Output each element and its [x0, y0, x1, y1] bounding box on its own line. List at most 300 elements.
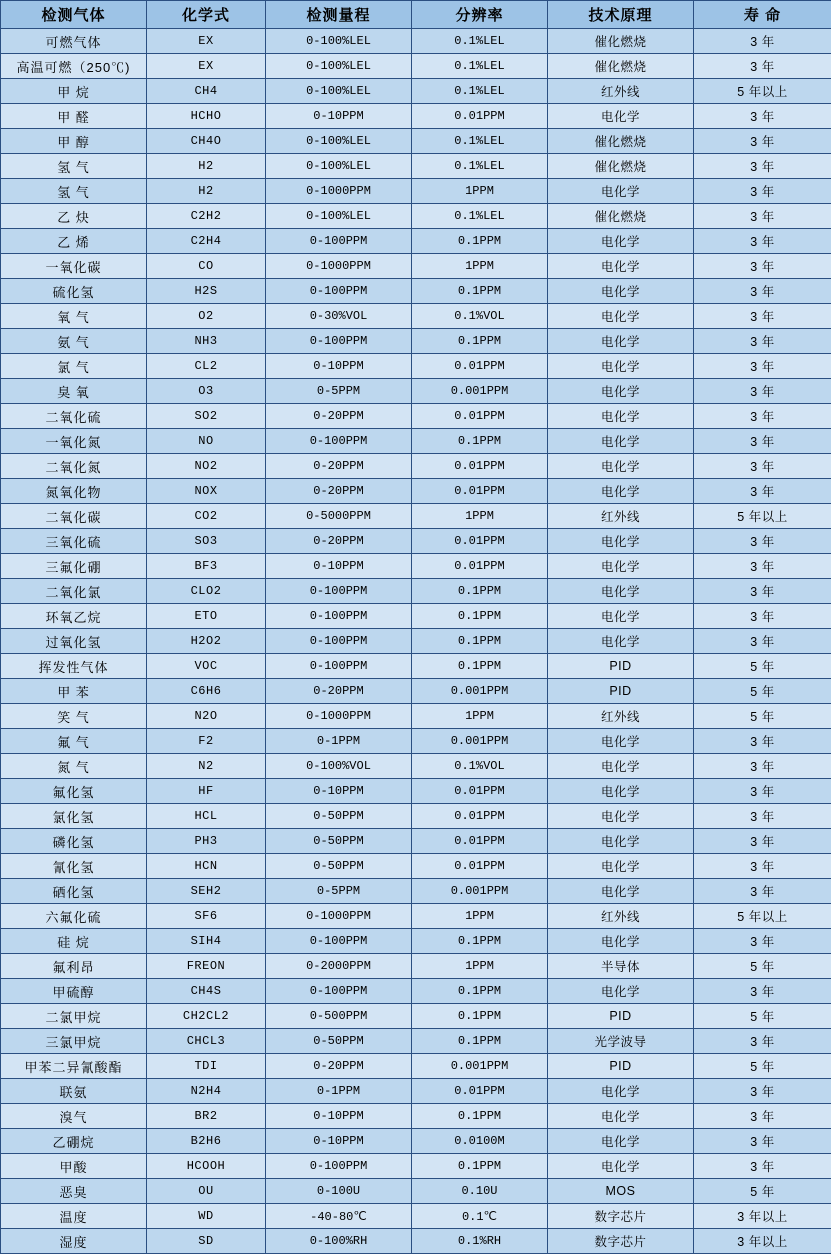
cell-lifetime: 3 年 [694, 254, 831, 279]
cell-resolution: 0.1%LEL [412, 29, 548, 54]
cell-detection-range: 0-100PPM [266, 229, 412, 254]
cell-technology: PID [548, 1004, 694, 1029]
table-row [1, 554, 831, 579]
cell-resolution: 0.1PPM [412, 929, 548, 954]
cell-lifetime: 3 年 [694, 179, 831, 204]
table-row [1, 1079, 831, 1104]
cell-gas-name: 一氧化氮 [1, 429, 147, 454]
cell-gas-name: 氟 气 [1, 729, 147, 754]
cell-resolution: 0.01PPM [412, 454, 548, 479]
cell-gas-name: 一氧化碳 [1, 254, 147, 279]
cell-resolution: 1PPM [412, 954, 548, 979]
cell-lifetime: 3 年 [694, 629, 831, 654]
table-row [1, 154, 831, 179]
cell-technology: 催化燃烧 [548, 54, 694, 79]
table-row [1, 579, 831, 604]
table-row [1, 854, 831, 879]
cell-detection-range: 0-100%LEL [266, 204, 412, 229]
cell-technology: 电化学 [548, 1154, 694, 1179]
cell-technology: 电化学 [548, 879, 694, 904]
cell-lifetime: 5 年 [694, 1179, 831, 1204]
cell-detection-range: 0-100PPM [266, 654, 412, 679]
cell-lifetime: 5 年以上 [694, 79, 831, 104]
table-row [1, 429, 831, 454]
cell-lifetime: 5 年 [694, 1004, 831, 1029]
cell-gas-name: 笑 气 [1, 704, 147, 729]
column-header-technology: 技术原理 [548, 1, 694, 29]
table-row [1, 1029, 831, 1054]
cell-lifetime: 3 年 [694, 1029, 831, 1054]
cell-detection-range: 0-10PPM [266, 1129, 412, 1154]
cell-technology: 红外线 [548, 704, 694, 729]
cell-chemical-formula: HCL [147, 804, 266, 829]
cell-technology: 电化学 [548, 629, 694, 654]
cell-detection-range: 0-1000PPM [266, 704, 412, 729]
cell-resolution: 0.1%LEL [412, 154, 548, 179]
cell-resolution: 1PPM [412, 504, 548, 529]
cell-gas-name: 氮氧化物 [1, 479, 147, 504]
table-row [1, 329, 831, 354]
cell-detection-range: 0-100%RH [266, 1229, 412, 1254]
cell-lifetime: 3 年 [694, 29, 831, 54]
table-row [1, 729, 831, 754]
cell-gas-name: 三氧化硫 [1, 529, 147, 554]
cell-lifetime: 3 年 [694, 754, 831, 779]
cell-gas-name: 乙 烯 [1, 229, 147, 254]
column-header-gas-name: 检测气体 [1, 1, 147, 29]
cell-lifetime: 3 年 [694, 329, 831, 354]
cell-chemical-formula: C2H4 [147, 229, 266, 254]
cell-lifetime: 3 年 [694, 979, 831, 1004]
cell-gas-name: 挥发性气体 [1, 654, 147, 679]
cell-lifetime: 3 年以上 [694, 1229, 831, 1254]
cell-lifetime: 5 年 [694, 679, 831, 704]
table-row [1, 79, 831, 104]
cell-resolution: 0.01PPM [412, 479, 548, 504]
cell-detection-range: 0-5PPM [266, 879, 412, 904]
cell-chemical-formula: H2O2 [147, 629, 266, 654]
cell-lifetime: 3 年以上 [694, 1204, 831, 1229]
cell-gas-name: 甲硫醇 [1, 979, 147, 1004]
cell-technology: 催化燃烧 [548, 204, 694, 229]
cell-resolution: 0.1PPM [412, 979, 548, 1004]
cell-resolution: 0.1PPM [412, 329, 548, 354]
cell-gas-name: 高温可燃（250℃) [1, 54, 147, 79]
table-row [1, 754, 831, 779]
cell-chemical-formula: WD [147, 1204, 266, 1229]
cell-chemical-formula: HCOOH [147, 1154, 266, 1179]
cell-chemical-formula: ETO [147, 604, 266, 629]
cell-lifetime: 5 年以上 [694, 504, 831, 529]
table-row [1, 1104, 831, 1129]
cell-resolution: 0.01PPM [412, 529, 548, 554]
cell-technology: 电化学 [548, 779, 694, 804]
cell-gas-name: 磷化氢 [1, 829, 147, 854]
cell-chemical-formula: F2 [147, 729, 266, 754]
cell-resolution: 0.10U [412, 1179, 548, 1204]
table-row [1, 129, 831, 154]
cell-technology: PID [548, 1054, 694, 1079]
cell-lifetime: 3 年 [694, 379, 831, 404]
cell-detection-range: 0-50PPM [266, 854, 412, 879]
cell-resolution: 1PPM [412, 254, 548, 279]
table-row [1, 629, 831, 654]
cell-technology: 电化学 [548, 854, 694, 879]
cell-lifetime: 5 年 [694, 704, 831, 729]
cell-chemical-formula: HF [147, 779, 266, 804]
cell-gas-name: 氟化氢 [1, 779, 147, 804]
cell-gas-name: 甲 醇 [1, 129, 147, 154]
cell-technology: 电化学 [548, 479, 694, 504]
cell-lifetime: 5 年 [694, 654, 831, 679]
cell-gas-name: 湿度 [1, 1229, 147, 1254]
cell-technology: 电化学 [548, 1104, 694, 1129]
cell-technology: 电化学 [548, 104, 694, 129]
cell-lifetime: 3 年 [694, 154, 831, 179]
cell-gas-name: 氮 气 [1, 754, 147, 779]
cell-resolution: 0.01PPM [412, 854, 548, 879]
cell-detection-range: 0-1PPM [266, 729, 412, 754]
cell-technology: MOS [548, 1179, 694, 1204]
cell-chemical-formula: C6H6 [147, 679, 266, 704]
cell-resolution: 1PPM [412, 904, 548, 929]
cell-lifetime: 5 年 [694, 1054, 831, 1079]
cell-technology: 电化学 [548, 329, 694, 354]
cell-lifetime: 3 年 [694, 604, 831, 629]
table-row [1, 479, 831, 504]
cell-technology: 半导体 [548, 954, 694, 979]
column-header-resolution: 分辨率 [412, 1, 548, 29]
cell-resolution: 0.01PPM [412, 554, 548, 579]
cell-resolution: 0.1PPM [412, 579, 548, 604]
cell-detection-range: 0-10PPM [266, 1104, 412, 1129]
table-row [1, 654, 831, 679]
cell-resolution: 0.01PPM [412, 104, 548, 129]
table-header [1, 1, 831, 29]
cell-lifetime: 5 年 [694, 954, 831, 979]
cell-technology: 电化学 [548, 279, 694, 304]
table-row [1, 279, 831, 304]
cell-chemical-formula: SIH4 [147, 929, 266, 954]
cell-gas-name: 二氧化氮 [1, 454, 147, 479]
cell-technology: 光学波导 [548, 1029, 694, 1054]
column-header-lifetime: 寿 命 [694, 1, 831, 29]
cell-detection-range: 0-500PPM [266, 1004, 412, 1029]
cell-chemical-formula: CH4 [147, 79, 266, 104]
cell-lifetime: 3 年 [694, 854, 831, 879]
cell-lifetime: 3 年 [694, 804, 831, 829]
cell-resolution: 0.001PPM [412, 879, 548, 904]
cell-detection-range: 0-20PPM [266, 529, 412, 554]
cell-technology: 催化燃烧 [548, 154, 694, 179]
cell-detection-range: -40-80℃ [266, 1204, 412, 1229]
cell-chemical-formula: C2H2 [147, 204, 266, 229]
table-row [1, 1004, 831, 1029]
cell-chemical-formula: TDI [147, 1054, 266, 1079]
cell-detection-range: 0-20PPM [266, 1054, 412, 1079]
cell-resolution: 0.1PPM [412, 1104, 548, 1129]
cell-chemical-formula: N2H4 [147, 1079, 266, 1104]
cell-gas-name: 二氧化氯 [1, 579, 147, 604]
table-row [1, 704, 831, 729]
cell-lifetime: 5 年以上 [694, 904, 831, 929]
cell-detection-range: 0-100PPM [266, 1154, 412, 1179]
cell-detection-range: 0-10PPM [266, 554, 412, 579]
cell-detection-range: 0-50PPM [266, 804, 412, 829]
cell-technology: 电化学 [548, 454, 694, 479]
cell-resolution: 0.1PPM [412, 429, 548, 454]
cell-resolution: 0.1PPM [412, 629, 548, 654]
cell-chemical-formula: CO2 [147, 504, 266, 529]
table-row [1, 679, 831, 704]
cell-resolution: 0.01PPM [412, 829, 548, 854]
table-header-row [1, 1, 831, 29]
cell-resolution: 0.1℃ [412, 1204, 548, 1229]
table-row [1, 954, 831, 979]
cell-detection-range: 0-100%LEL [266, 129, 412, 154]
cell-resolution: 0.1PPM [412, 1029, 548, 1054]
cell-chemical-formula: CHCL3 [147, 1029, 266, 1054]
table-row [1, 1204, 831, 1229]
cell-technology: 红外线 [548, 504, 694, 529]
cell-chemical-formula: O3 [147, 379, 266, 404]
cell-detection-range: 0-100U [266, 1179, 412, 1204]
cell-lifetime: 3 年 [694, 229, 831, 254]
cell-chemical-formula: NO [147, 429, 266, 454]
column-header-detection-range: 检测量程 [266, 1, 412, 29]
cell-resolution: 0.1%RH [412, 1229, 548, 1254]
cell-detection-range: 0-100%LEL [266, 79, 412, 104]
table-row [1, 179, 831, 204]
cell-resolution: 0.1PPM [412, 654, 548, 679]
cell-chemical-formula: SO3 [147, 529, 266, 554]
table-row [1, 1229, 831, 1254]
table-row [1, 229, 831, 254]
table-row [1, 29, 831, 54]
cell-lifetime: 3 年 [694, 204, 831, 229]
cell-detection-range: 0-30%VOL [266, 304, 412, 329]
cell-chemical-formula: B2H6 [147, 1129, 266, 1154]
cell-technology: 电化学 [548, 1129, 694, 1154]
table-row [1, 354, 831, 379]
cell-chemical-formula: NH3 [147, 329, 266, 354]
cell-gas-name: 氢 气 [1, 154, 147, 179]
cell-gas-name: 硫化氢 [1, 279, 147, 304]
table-row [1, 829, 831, 854]
cell-detection-range: 0-20PPM [266, 404, 412, 429]
cell-resolution: 0.1PPM [412, 1154, 548, 1179]
cell-gas-name: 环氧乙烷 [1, 604, 147, 629]
cell-gas-name: 乙 炔 [1, 204, 147, 229]
cell-chemical-formula: BR2 [147, 1104, 266, 1129]
cell-technology: 电化学 [548, 729, 694, 754]
cell-detection-range: 0-100PPM [266, 579, 412, 604]
cell-chemical-formula: N2O [147, 704, 266, 729]
table-row [1, 104, 831, 129]
cell-technology: PID [548, 679, 694, 704]
cell-technology: 数字芯片 [548, 1229, 694, 1254]
table-row [1, 304, 831, 329]
table-row [1, 804, 831, 829]
cell-resolution: 0.001PPM [412, 379, 548, 404]
cell-resolution: 0.01PPM [412, 354, 548, 379]
cell-technology: 电化学 [548, 804, 694, 829]
cell-resolution: 0.1%LEL [412, 79, 548, 104]
cell-chemical-formula: CH4O [147, 129, 266, 154]
cell-technology: 催化燃烧 [548, 29, 694, 54]
cell-lifetime: 3 年 [694, 779, 831, 804]
cell-lifetime: 3 年 [694, 1129, 831, 1154]
cell-chemical-formula: SO2 [147, 404, 266, 429]
cell-technology: 催化燃烧 [548, 129, 694, 154]
cell-lifetime: 3 年 [694, 404, 831, 429]
cell-lifetime: 3 年 [694, 429, 831, 454]
cell-technology: 电化学 [548, 604, 694, 629]
cell-technology: 电化学 [548, 304, 694, 329]
cell-chemical-formula: H2 [147, 179, 266, 204]
cell-chemical-formula: CO [147, 254, 266, 279]
cell-gas-name: 氯 气 [1, 354, 147, 379]
table-row [1, 454, 831, 479]
cell-detection-range: 0-20PPM [266, 454, 412, 479]
cell-chemical-formula: CL2 [147, 354, 266, 379]
cell-resolution: 0.1PPM [412, 279, 548, 304]
cell-technology: 电化学 [548, 404, 694, 429]
cell-detection-range: 0-20PPM [266, 479, 412, 504]
cell-resolution: 0.1%LEL [412, 129, 548, 154]
cell-chemical-formula: FREON [147, 954, 266, 979]
cell-lifetime: 3 年 [694, 879, 831, 904]
cell-chemical-formula: SD [147, 1229, 266, 1254]
table-row [1, 979, 831, 1004]
cell-gas-name: 臭 氧 [1, 379, 147, 404]
cell-resolution: 0.1PPM [412, 229, 548, 254]
cell-lifetime: 3 年 [694, 104, 831, 129]
cell-detection-range: 0-10PPM [266, 354, 412, 379]
cell-lifetime: 3 年 [694, 1104, 831, 1129]
cell-technology: 电化学 [548, 529, 694, 554]
cell-detection-range: 0-100%VOL [266, 754, 412, 779]
cell-lifetime: 3 年 [694, 279, 831, 304]
cell-detection-range: 0-100PPM [266, 629, 412, 654]
cell-technology: 电化学 [548, 579, 694, 604]
table-row [1, 904, 831, 929]
table-row [1, 1129, 831, 1154]
cell-resolution: 0.1PPM [412, 1004, 548, 1029]
cell-gas-name: 联氨 [1, 1079, 147, 1104]
cell-detection-range: 0-1PPM [266, 1079, 412, 1104]
cell-chemical-formula: CH2CL2 [147, 1004, 266, 1029]
cell-gas-name: 甲酸 [1, 1154, 147, 1179]
cell-lifetime: 3 年 [694, 929, 831, 954]
cell-detection-range: 0-100PPM [266, 429, 412, 454]
cell-technology: PID [548, 654, 694, 679]
cell-chemical-formula: NO2 [147, 454, 266, 479]
cell-detection-range: 0-1000PPM [266, 179, 412, 204]
cell-gas-name: 可燃气体 [1, 29, 147, 54]
cell-technology: 电化学 [548, 179, 694, 204]
cell-detection-range: 0-100%LEL [266, 154, 412, 179]
cell-technology: 电化学 [548, 229, 694, 254]
table-row [1, 779, 831, 804]
cell-gas-name: 硒化氢 [1, 879, 147, 904]
cell-technology: 红外线 [548, 79, 694, 104]
cell-lifetime: 3 年 [694, 479, 831, 504]
table-row [1, 379, 831, 404]
table-row [1, 929, 831, 954]
cell-gas-name: 甲 烷 [1, 79, 147, 104]
cell-gas-name: 二氯甲烷 [1, 1004, 147, 1029]
cell-chemical-formula: CH4S [147, 979, 266, 1004]
cell-detection-range: 0-100PPM [266, 979, 412, 1004]
cell-resolution: 1PPM [412, 704, 548, 729]
cell-detection-range: 0-100PPM [266, 329, 412, 354]
cell-chemical-formula: CLO2 [147, 579, 266, 604]
cell-detection-range: 0-10PPM [266, 779, 412, 804]
cell-detection-range: 0-1000PPM [266, 254, 412, 279]
cell-lifetime: 3 年 [694, 129, 831, 154]
table-row [1, 879, 831, 904]
cell-detection-range: 0-100%LEL [266, 54, 412, 79]
table-row [1, 529, 831, 554]
cell-detection-range: 0-50PPM [266, 1029, 412, 1054]
cell-resolution: 0.001PPM [412, 679, 548, 704]
cell-gas-name: 氨 气 [1, 329, 147, 354]
cell-lifetime: 3 年 [694, 729, 831, 754]
cell-chemical-formula: NOX [147, 479, 266, 504]
cell-lifetime: 3 年 [694, 1154, 831, 1179]
cell-technology: 电化学 [548, 429, 694, 454]
cell-gas-name: 氢 气 [1, 179, 147, 204]
cell-gas-name: 三氯甲烷 [1, 1029, 147, 1054]
cell-resolution: 1PPM [412, 179, 548, 204]
cell-chemical-formula: H2S [147, 279, 266, 304]
cell-chemical-formula: SF6 [147, 904, 266, 929]
cell-detection-range: 0-50PPM [266, 829, 412, 854]
cell-chemical-formula: BF3 [147, 554, 266, 579]
cell-detection-range: 0-1000PPM [266, 904, 412, 929]
cell-resolution: 0.1PPM [412, 604, 548, 629]
cell-chemical-formula: OU [147, 1179, 266, 1204]
cell-gas-name: 恶臭 [1, 1179, 147, 1204]
cell-technology: 电化学 [548, 829, 694, 854]
cell-technology: 电化学 [548, 554, 694, 579]
cell-gas-name: 乙硼烷 [1, 1129, 147, 1154]
cell-technology: 红外线 [548, 904, 694, 929]
cell-gas-name: 温度 [1, 1204, 147, 1229]
table-body [1, 29, 831, 1254]
table-row [1, 54, 831, 79]
cell-technology: 电化学 [548, 254, 694, 279]
cell-lifetime: 3 年 [694, 454, 831, 479]
cell-gas-name: 甲 醛 [1, 104, 147, 129]
cell-resolution: 0.01PPM [412, 804, 548, 829]
cell-gas-name: 过氧化氢 [1, 629, 147, 654]
cell-resolution: 0.001PPM [412, 729, 548, 754]
cell-lifetime: 3 年 [694, 529, 831, 554]
cell-gas-name: 氟利昂 [1, 954, 147, 979]
cell-detection-range: 0-20PPM [266, 679, 412, 704]
table-row [1, 254, 831, 279]
cell-lifetime: 3 年 [694, 829, 831, 854]
cell-technology: 电化学 [548, 379, 694, 404]
cell-lifetime: 3 年 [694, 554, 831, 579]
cell-chemical-formula: H2 [147, 154, 266, 179]
cell-gas-name: 甲苯二异氰酸酯 [1, 1054, 147, 1079]
table-row [1, 604, 831, 629]
table-row [1, 204, 831, 229]
cell-detection-range: 0-100PPM [266, 604, 412, 629]
